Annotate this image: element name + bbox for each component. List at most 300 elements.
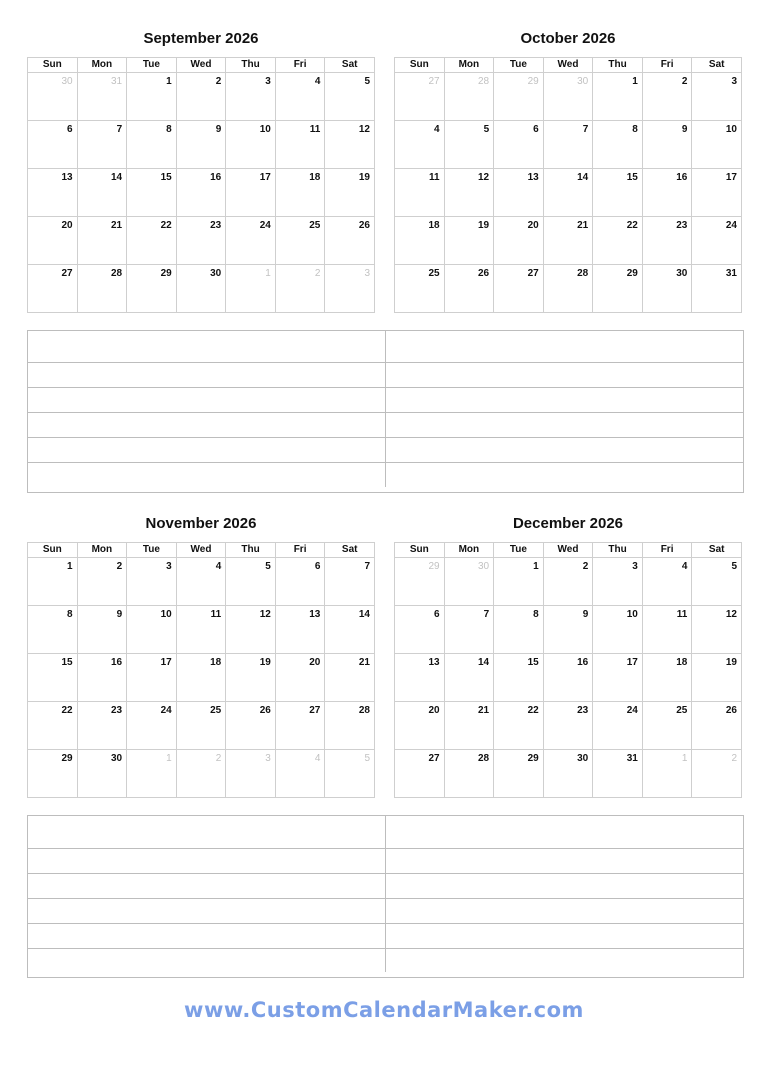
day-cell[interactable] bbox=[593, 558, 643, 606]
day-cell[interactable] bbox=[543, 217, 593, 265]
notes-cell[interactable] bbox=[386, 949, 743, 972]
week-row bbox=[28, 121, 375, 169]
day-number: 31 bbox=[626, 753, 638, 764]
day-number: 31 bbox=[111, 76, 123, 87]
notes-line bbox=[28, 816, 743, 849]
week-row bbox=[28, 750, 375, 798]
day-cell[interactable] bbox=[28, 750, 78, 798]
day-cell[interactable] bbox=[77, 169, 127, 217]
day-cell-adjacent-month[interactable] bbox=[127, 750, 177, 798]
day-number: 3 bbox=[632, 561, 638, 572]
day-cell[interactable] bbox=[77, 750, 127, 798]
day-cell[interactable] bbox=[176, 217, 226, 265]
day-cell[interactable] bbox=[494, 169, 544, 217]
day-cell[interactable] bbox=[395, 702, 445, 750]
day-number: 10 bbox=[160, 609, 172, 620]
day-cell[interactable] bbox=[593, 265, 643, 313]
day-number: 24 bbox=[626, 705, 638, 716]
day-cell[interactable] bbox=[444, 265, 494, 313]
day-cell[interactable] bbox=[176, 606, 226, 654]
weekday-label: Tue bbox=[494, 58, 544, 73]
day-cell[interactable] bbox=[494, 217, 544, 265]
day-number: 22 bbox=[527, 705, 539, 716]
weekday-label: Sat bbox=[692, 58, 742, 73]
day-number: 7 bbox=[364, 561, 370, 572]
day-cell[interactable] bbox=[642, 702, 692, 750]
notes-line bbox=[28, 331, 743, 363]
day-cell[interactable] bbox=[275, 606, 325, 654]
day-cell[interactable] bbox=[642, 606, 692, 654]
day-number: 23 bbox=[111, 705, 123, 716]
notes-cell[interactable] bbox=[28, 816, 386, 848]
day-number: 29 bbox=[160, 268, 172, 279]
day-number: 11 bbox=[210, 609, 222, 620]
day-cell[interactable] bbox=[275, 121, 325, 169]
day-number: 17 bbox=[160, 657, 172, 668]
day-cell-adjacent-month[interactable] bbox=[325, 750, 375, 798]
day-cell[interactable] bbox=[226, 558, 276, 606]
weekday-label: Sun bbox=[28, 543, 78, 558]
weekday-label: Sat bbox=[325, 543, 375, 558]
weekday-label: Sat bbox=[692, 543, 742, 558]
day-number: 1 bbox=[265, 268, 271, 279]
week-row bbox=[395, 265, 742, 313]
day-number: 5 bbox=[265, 561, 271, 572]
day-cell[interactable] bbox=[395, 654, 445, 702]
day-number: 25 bbox=[210, 705, 222, 716]
website-watermark: www.CustomCalendarMaker.com bbox=[184, 998, 584, 1022]
day-number: 22 bbox=[626, 220, 638, 231]
day-cell[interactable] bbox=[395, 750, 445, 798]
weekday-header bbox=[395, 58, 742, 73]
day-number: 19 bbox=[725, 657, 737, 668]
day-cell[interactable] bbox=[275, 73, 325, 121]
day-number: 24 bbox=[160, 705, 172, 716]
day-cell[interactable] bbox=[543, 558, 593, 606]
day-cell-adjacent-month[interactable] bbox=[543, 73, 593, 121]
day-number: 27 bbox=[428, 753, 440, 764]
day-cell-adjacent-month[interactable] bbox=[226, 265, 276, 313]
notes-cell[interactable] bbox=[28, 331, 386, 362]
day-number: 8 bbox=[533, 609, 539, 620]
day-cell[interactable] bbox=[325, 606, 375, 654]
day-number: 26 bbox=[259, 705, 271, 716]
day-cell[interactable] bbox=[325, 558, 375, 606]
weekday-label: Wed bbox=[543, 543, 593, 558]
notes-line bbox=[28, 388, 743, 413]
day-cell-adjacent-month[interactable] bbox=[77, 73, 127, 121]
day-cell[interactable] bbox=[28, 702, 78, 750]
notes-cell[interactable] bbox=[386, 413, 743, 437]
notes-cell[interactable] bbox=[28, 438, 386, 462]
day-cell[interactable] bbox=[176, 265, 226, 313]
day-cell[interactable] bbox=[127, 558, 177, 606]
day-number: 20 bbox=[428, 705, 440, 716]
day-cell[interactable] bbox=[593, 750, 643, 798]
day-cell[interactable] bbox=[176, 702, 226, 750]
day-cell[interactable] bbox=[593, 702, 643, 750]
day-number: 7 bbox=[483, 609, 490, 620]
day-cell[interactable] bbox=[444, 121, 494, 169]
day-number: 29 bbox=[527, 753, 539, 764]
day-cell[interactable] bbox=[642, 121, 692, 169]
day-cell[interactable] bbox=[226, 654, 276, 702]
notes-cell[interactable] bbox=[386, 816, 743, 848]
day-cell[interactable] bbox=[692, 654, 742, 702]
day-number: 11 bbox=[428, 172, 440, 183]
day-cell[interactable] bbox=[494, 606, 544, 654]
day-cell[interactable] bbox=[127, 702, 177, 750]
day-cell[interactable] bbox=[325, 654, 375, 702]
day-cell[interactable] bbox=[77, 217, 127, 265]
day-cell[interactable] bbox=[593, 73, 643, 121]
day-cell[interactable] bbox=[692, 121, 742, 169]
month-december bbox=[394, 513, 742, 798]
day-cell[interactable] bbox=[494, 265, 544, 313]
day-cell[interactable] bbox=[444, 702, 494, 750]
day-cell[interactable] bbox=[444, 750, 494, 798]
week-row bbox=[395, 217, 742, 265]
day-cell[interactable] bbox=[543, 750, 593, 798]
week-row bbox=[28, 558, 375, 606]
day-number: 26 bbox=[725, 705, 737, 716]
day-number: 9 bbox=[215, 124, 222, 135]
month-title: September 2026 bbox=[143, 30, 259, 47]
day-cell[interactable] bbox=[494, 558, 544, 606]
day-cell[interactable] bbox=[543, 606, 593, 654]
day-number: 30 bbox=[676, 268, 688, 279]
weekday-label: Thu bbox=[226, 58, 276, 73]
notes-cell[interactable] bbox=[386, 438, 743, 462]
notes-cell[interactable] bbox=[28, 413, 386, 437]
day-cell[interactable] bbox=[77, 121, 127, 169]
notes-cell[interactable] bbox=[28, 388, 386, 412]
day-number: 6 bbox=[533, 124, 539, 135]
day-number: 7 bbox=[582, 124, 589, 135]
day-cell[interactable] bbox=[692, 73, 742, 121]
calendar-grid bbox=[27, 57, 375, 313]
day-number: 28 bbox=[358, 705, 370, 716]
day-cell[interactable] bbox=[494, 121, 544, 169]
notes-cell[interactable] bbox=[386, 849, 743, 873]
calendar-grid bbox=[27, 542, 375, 798]
day-cell[interactable] bbox=[226, 73, 276, 121]
day-cell[interactable] bbox=[176, 121, 226, 169]
notes-cell[interactable] bbox=[386, 331, 743, 362]
day-cell[interactable] bbox=[642, 654, 692, 702]
day-cell[interactable] bbox=[593, 654, 643, 702]
day-cell[interactable] bbox=[692, 169, 742, 217]
day-cell[interactable] bbox=[543, 654, 593, 702]
day-cell[interactable] bbox=[642, 169, 692, 217]
day-cell[interactable] bbox=[543, 169, 593, 217]
day-number: 12 bbox=[358, 124, 370, 135]
month-september bbox=[27, 28, 375, 313]
day-number: 2 bbox=[215, 753, 222, 764]
day-number: 20 bbox=[527, 220, 539, 231]
notes-cell[interactable] bbox=[28, 899, 386, 923]
day-number: 5 bbox=[364, 753, 370, 764]
day-cell[interactable] bbox=[692, 606, 742, 654]
weekday-label: Thu bbox=[226, 543, 276, 558]
day-cell-adjacent-month[interactable] bbox=[444, 73, 494, 121]
day-cell-adjacent-month[interactable] bbox=[692, 750, 742, 798]
month-october bbox=[394, 28, 742, 313]
day-number: 20 bbox=[309, 657, 321, 668]
day-number: 2 bbox=[314, 268, 321, 279]
day-number: 9 bbox=[681, 124, 688, 135]
day-cell[interactable] bbox=[77, 558, 127, 606]
day-number: 21 bbox=[358, 657, 370, 668]
day-number: 2 bbox=[215, 76, 222, 87]
day-number: 17 bbox=[626, 657, 638, 668]
day-cell-adjacent-month[interactable] bbox=[444, 558, 494, 606]
day-cell[interactable] bbox=[444, 169, 494, 217]
day-cell[interactable] bbox=[444, 606, 494, 654]
day-cell[interactable] bbox=[642, 73, 692, 121]
day-cell[interactable] bbox=[176, 169, 226, 217]
day-number: 8 bbox=[632, 124, 638, 135]
notes-cell[interactable] bbox=[386, 363, 743, 387]
day-number: 19 bbox=[358, 172, 370, 183]
week-row bbox=[28, 654, 375, 702]
day-number: 23 bbox=[676, 220, 688, 231]
day-cell[interactable] bbox=[127, 654, 177, 702]
day-cell[interactable] bbox=[28, 654, 78, 702]
day-cell[interactable] bbox=[176, 558, 226, 606]
notes-cell[interactable] bbox=[28, 874, 386, 898]
day-cell[interactable] bbox=[642, 265, 692, 313]
day-number: 19 bbox=[259, 657, 271, 668]
day-cell-adjacent-month[interactable] bbox=[275, 750, 325, 798]
day-cell[interactable] bbox=[494, 654, 544, 702]
day-number: 18 bbox=[309, 172, 321, 183]
day-cell-adjacent-month[interactable] bbox=[28, 73, 78, 121]
weekday-label: Tue bbox=[494, 543, 544, 558]
day-cell[interactable] bbox=[127, 121, 177, 169]
day-cell[interactable] bbox=[77, 265, 127, 313]
day-cell[interactable] bbox=[444, 654, 494, 702]
day-number: 25 bbox=[309, 220, 321, 231]
day-number: 1 bbox=[533, 561, 539, 572]
notes-cell[interactable] bbox=[386, 463, 743, 487]
day-cell[interactable] bbox=[77, 606, 127, 654]
day-number: 25 bbox=[676, 705, 688, 716]
day-cell-adjacent-month[interactable] bbox=[325, 265, 375, 313]
notes-line bbox=[28, 438, 743, 463]
notes-line bbox=[28, 363, 743, 388]
weekday-label: Fri bbox=[275, 58, 325, 73]
day-number: 14 bbox=[478, 657, 490, 668]
weekday-header bbox=[28, 58, 375, 73]
weekday-label: Mon bbox=[77, 58, 127, 73]
day-cell[interactable] bbox=[642, 558, 692, 606]
day-cell[interactable] bbox=[593, 606, 643, 654]
day-cell[interactable] bbox=[543, 702, 593, 750]
day-cell-adjacent-month[interactable] bbox=[395, 73, 445, 121]
day-number: 27 bbox=[61, 268, 73, 279]
day-cell[interactable] bbox=[692, 558, 742, 606]
day-number: 11 bbox=[309, 124, 321, 135]
week-row bbox=[395, 750, 742, 798]
day-cell[interactable] bbox=[395, 606, 445, 654]
month-title: November 2026 bbox=[145, 515, 257, 532]
day-cell[interactable] bbox=[77, 702, 127, 750]
day-cell[interactable] bbox=[28, 558, 78, 606]
day-cell[interactable] bbox=[226, 702, 276, 750]
notes-cell[interactable] bbox=[28, 924, 386, 948]
week-row bbox=[395, 606, 742, 654]
day-number: 3 bbox=[265, 76, 271, 87]
day-cell[interactable] bbox=[28, 121, 78, 169]
day-cell-adjacent-month[interactable] bbox=[176, 750, 226, 798]
day-number: 21 bbox=[111, 220, 123, 231]
day-number: 4 bbox=[434, 124, 440, 135]
day-cell[interactable] bbox=[692, 265, 742, 313]
day-cell[interactable] bbox=[692, 702, 742, 750]
day-cell[interactable] bbox=[325, 121, 375, 169]
day-cell[interactable] bbox=[275, 702, 325, 750]
notes-cell[interactable] bbox=[28, 949, 386, 972]
day-cell-adjacent-month[interactable] bbox=[395, 558, 445, 606]
day-cell[interactable] bbox=[275, 654, 325, 702]
day-cell[interactable] bbox=[226, 217, 276, 265]
day-cell[interactable] bbox=[127, 606, 177, 654]
day-number: 29 bbox=[527, 76, 539, 87]
weekday-label: Tue bbox=[127, 58, 177, 73]
day-number: 26 bbox=[478, 268, 490, 279]
day-cell[interactable] bbox=[642, 217, 692, 265]
week-row bbox=[28, 702, 375, 750]
day-cell[interactable] bbox=[543, 265, 593, 313]
day-cell[interactable] bbox=[444, 217, 494, 265]
day-number: 30 bbox=[478, 561, 490, 572]
day-number: 6 bbox=[314, 561, 321, 572]
day-number: 23 bbox=[210, 220, 222, 231]
weekday-label: Thu bbox=[593, 58, 643, 73]
day-number: 26 bbox=[358, 220, 370, 231]
day-number: 14 bbox=[111, 172, 123, 183]
notes-cell[interactable] bbox=[386, 874, 743, 898]
day-cell[interactable] bbox=[127, 217, 177, 265]
notes-cell[interactable] bbox=[28, 463, 386, 487]
week-row bbox=[395, 558, 742, 606]
day-number: 13 bbox=[309, 609, 321, 620]
day-number: 16 bbox=[577, 657, 589, 668]
day-cell[interactable] bbox=[543, 121, 593, 169]
day-cell[interactable] bbox=[494, 750, 544, 798]
notes-cell[interactable] bbox=[28, 363, 386, 387]
day-cell[interactable] bbox=[77, 654, 127, 702]
notes-line bbox=[28, 463, 743, 487]
notes-cell[interactable] bbox=[386, 388, 743, 412]
day-cell[interactable] bbox=[593, 121, 643, 169]
day-number: 3 bbox=[364, 268, 370, 279]
day-number: 9 bbox=[582, 609, 589, 620]
day-cell[interactable] bbox=[395, 217, 445, 265]
week-row bbox=[395, 121, 742, 169]
day-cell[interactable] bbox=[127, 169, 177, 217]
day-cell[interactable] bbox=[226, 169, 276, 217]
day-cell[interactable] bbox=[593, 217, 643, 265]
day-cell[interactable] bbox=[28, 606, 78, 654]
day-cell[interactable] bbox=[494, 702, 544, 750]
day-cell[interactable] bbox=[275, 558, 325, 606]
day-cell[interactable] bbox=[226, 121, 276, 169]
day-cell[interactable] bbox=[325, 217, 375, 265]
day-number: 8 bbox=[67, 609, 73, 620]
day-number: 21 bbox=[577, 220, 589, 231]
day-number: 18 bbox=[428, 220, 440, 231]
day-cell-adjacent-month[interactable] bbox=[642, 750, 692, 798]
notes-line bbox=[28, 899, 743, 924]
day-cell[interactable] bbox=[28, 265, 78, 313]
notes-cell[interactable] bbox=[28, 849, 386, 873]
day-cell[interactable] bbox=[28, 169, 78, 217]
day-cell[interactable] bbox=[395, 121, 445, 169]
notes-line bbox=[28, 924, 743, 949]
notes-area-bottom bbox=[27, 815, 744, 978]
day-cell[interactable] bbox=[325, 169, 375, 217]
day-cell[interactable] bbox=[395, 265, 445, 313]
day-number: 2 bbox=[116, 561, 123, 572]
day-cell[interactable] bbox=[28, 217, 78, 265]
day-cell[interactable] bbox=[395, 169, 445, 217]
day-number: 24 bbox=[725, 220, 737, 231]
day-number: 5 bbox=[364, 76, 370, 87]
day-number: 10 bbox=[259, 124, 271, 135]
day-cell-adjacent-month[interactable] bbox=[275, 265, 325, 313]
day-cell-adjacent-month[interactable] bbox=[226, 750, 276, 798]
day-cell[interactable] bbox=[176, 654, 226, 702]
weekday-label: Sun bbox=[395, 543, 445, 558]
day-number: 28 bbox=[478, 76, 490, 87]
day-cell[interactable] bbox=[176, 73, 226, 121]
weekday-label: Wed bbox=[176, 58, 226, 73]
day-cell[interactable] bbox=[127, 265, 177, 313]
weekday-label: Fri bbox=[642, 543, 692, 558]
day-number: 22 bbox=[160, 220, 172, 231]
day-number: 18 bbox=[676, 657, 688, 668]
notes-cell[interactable] bbox=[386, 899, 743, 923]
weekday-label: Sat bbox=[325, 58, 375, 73]
day-cell[interactable] bbox=[275, 217, 325, 265]
day-number: 24 bbox=[259, 220, 271, 231]
day-number: 9 bbox=[116, 609, 123, 620]
day-number: 21 bbox=[478, 705, 490, 716]
day-number: 30 bbox=[210, 268, 222, 279]
notes-cell[interactable] bbox=[386, 924, 743, 948]
day-cell[interactable] bbox=[325, 73, 375, 121]
day-cell[interactable] bbox=[226, 606, 276, 654]
weekday-label: Tue bbox=[127, 543, 177, 558]
day-number: 30 bbox=[111, 753, 123, 764]
week-row bbox=[395, 654, 742, 702]
day-number: 13 bbox=[428, 657, 440, 668]
week-row bbox=[28, 73, 375, 121]
day-cell[interactable] bbox=[275, 169, 325, 217]
month-title: December 2026 bbox=[512, 515, 624, 532]
day-cell[interactable] bbox=[127, 73, 177, 121]
weekday-label: Wed bbox=[543, 58, 593, 73]
day-number: 2 bbox=[681, 76, 688, 87]
day-cell[interactable] bbox=[325, 702, 375, 750]
week-row bbox=[28, 606, 375, 654]
day-number: 23 bbox=[577, 705, 589, 716]
day-cell[interactable] bbox=[692, 217, 742, 265]
day-cell-adjacent-month[interactable] bbox=[494, 73, 544, 121]
day-cell[interactable] bbox=[593, 169, 643, 217]
